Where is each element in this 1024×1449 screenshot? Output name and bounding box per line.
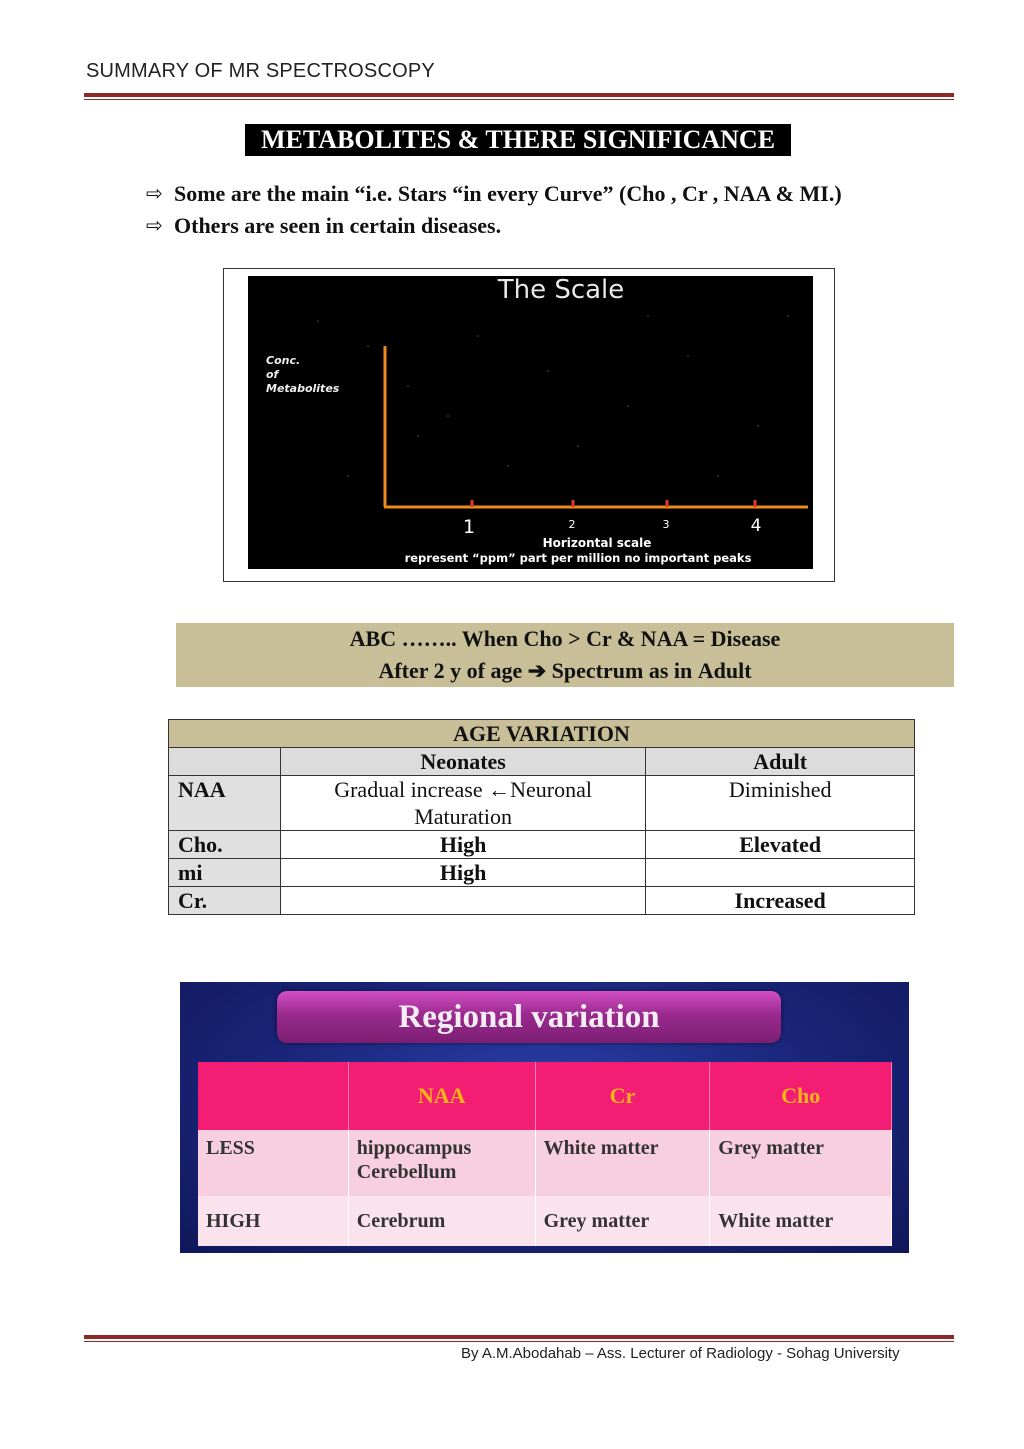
less-cr-cell: White matter [535, 1130, 710, 1196]
table-header-row [169, 748, 915, 776]
adult-cell: Diminished [646, 776, 915, 831]
column-header-neonates: Neonates [280, 748, 645, 776]
row-label: NAA [169, 776, 281, 831]
table-row [169, 831, 915, 859]
regional-row-high [198, 1196, 892, 1246]
note-line-2 [176, 655, 954, 687]
table-row [169, 887, 915, 915]
less-naa-line-1: hippocampus [356, 1137, 472, 1159]
table-row [169, 776, 915, 831]
scale-title: The Scale [497, 276, 625, 305]
regional-title: Regional variation [277, 991, 781, 1043]
regional-header-row [198, 1062, 892, 1130]
header-rule [84, 93, 954, 100]
adult-cell: Elevated [646, 831, 915, 859]
adult-cell [646, 859, 915, 887]
regional-header-empty [198, 1062, 348, 1130]
regional-header-cr: Cr [535, 1062, 710, 1130]
bullet-item [146, 210, 842, 242]
column-header-empty [169, 748, 281, 776]
scale-image [248, 276, 813, 569]
table-caption-row [169, 720, 915, 748]
less-cho-cell: Grey matter [710, 1130, 892, 1196]
row-label: mi [169, 859, 281, 887]
neonates-cell: Gradual increase ←Neuronal Maturation [280, 776, 645, 831]
regional-row-less [198, 1130, 892, 1196]
high-cho-cell: White matter [710, 1196, 892, 1246]
scale-caption: represent “ppm” part per million no important peaks [404, 551, 752, 565]
table-caption: AGE VARIATION [169, 720, 915, 748]
row-label-high: HIGH [198, 1196, 348, 1246]
note-line-2-start: After 2 y of age [378, 658, 528, 683]
row-label-less: LESS [198, 1130, 348, 1196]
y-axis-label-line3: Metabolites [266, 382, 340, 395]
y-axis-label-line1: Conc. [266, 354, 301, 367]
note-line-2-end: Spectrum as in Adult [546, 658, 752, 683]
page-header-title: SUMMARY OF MR SPECTROSCOPY [86, 60, 435, 82]
tick-label-3: 3 [662, 518, 670, 531]
high-naa-cell: Cerebrum [348, 1196, 535, 1246]
tick-label-2: 2 [568, 518, 576, 531]
neonates-cell [280, 887, 645, 915]
row-label: Cho. [169, 831, 281, 859]
neonates-cell: High [280, 831, 645, 859]
note-line-1: ABC …….. When Cho > Cr & NAA = Disease [349, 626, 781, 651]
less-naa-cell [348, 1130, 535, 1196]
bullet-list [146, 178, 842, 242]
neonates-cell: High [280, 859, 645, 887]
tick-label-1: 1 [462, 516, 476, 538]
regional-header-cho: Cho [710, 1062, 892, 1130]
footer-credit: By A.M.Abodahab – Ass. Lecturer of Radiology - Sohag University [461, 1345, 900, 1362]
section-title: METABOLITES & THERE SIGNIFICANCE [245, 124, 791, 156]
regional-variation-figure [180, 982, 909, 1253]
hollow-arrow-icon: ⇨ [146, 183, 163, 205]
tick-label-4: 4 [750, 516, 762, 536]
column-header-adult: Adult [646, 748, 915, 776]
bullet-text: Others are seen in certain diseases. [174, 213, 502, 238]
right-arrow-icon: ➔ [527, 658, 547, 683]
regional-table [198, 1062, 892, 1246]
y-axis-label-line2: of [266, 368, 279, 381]
table-row [169, 859, 915, 887]
age-variation-table [168, 719, 915, 915]
high-cr-cell: Grey matter [535, 1196, 710, 1246]
highlight-note [176, 623, 954, 687]
less-naa-line-2: Cerebellum [356, 1161, 457, 1183]
regional-header-naa: NAA [348, 1062, 535, 1130]
bullet-text: Some are the main “i.e. Stars “in every Curve” (Cho , Cr , NAA & MI.) [174, 181, 842, 206]
scale-figure [223, 268, 835, 582]
bullet-item [146, 178, 842, 210]
hollow-arrow-icon: ⇨ [146, 215, 163, 237]
row-label: Cr. [169, 887, 281, 915]
footer-rule [84, 1335, 954, 1342]
x-axis-label: Horizontal scale [542, 536, 652, 550]
adult-cell: Increased [646, 887, 915, 915]
